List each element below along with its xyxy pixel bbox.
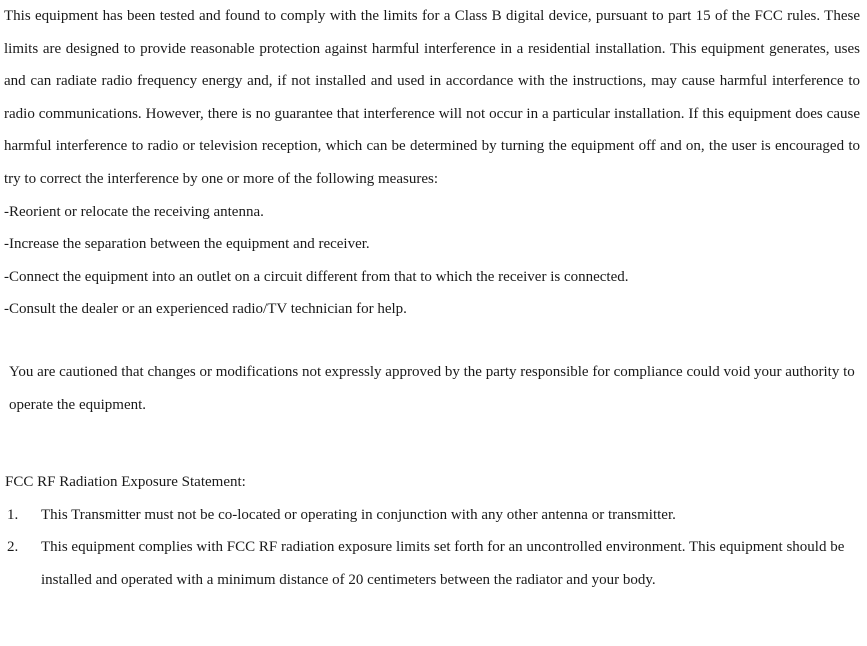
measure-item: -Increase the separation between the equipment and receiver. bbox=[4, 236, 370, 253]
list-item-number: 1. bbox=[7, 506, 19, 523]
compliance-paragraph: This equipment has been tested and found to comply with the limits for a Class B digital device, pursuant to part 15 of the FCC rules. These limits are designed to provide reasonable protection against harmful interference in a residential installation. This equipment generates, uses and can radiate radio frequency energy and, if not installed and used in accordance with the instructions, may cause harmful interference to radio communications. However, there is no guarantee that interference will not occur in a particular installation. If this equipment does cause harmful interference to radio or television reception, which can be determined by turning the equipment off and on, the user is encouraged to try to correct the interference by one or more of the following measures: bbox=[4, 8, 860, 187]
measure-item: -Reorient or relocate the receiving antenna. bbox=[4, 203, 264, 220]
document-body bbox=[4, 0, 860, 597]
measure-item: -Consult the dealer or an experienced radio/TV technician for help. bbox=[4, 301, 407, 318]
list-item-number: 2. bbox=[7, 539, 19, 556]
rf-statement-list bbox=[4, 499, 860, 597]
list-item-text: This equipment complies with FCC RF radiation exposure limits set forth for an uncontrolled environment. This equipment should be installed and operated with a minimum distance of 20 centimeters between the radiator and your body. bbox=[41, 539, 845, 588]
list-item bbox=[4, 499, 860, 532]
caution-paragraph: You are cautioned that changes or modifications not expressly approved by the party responsible for compliance could void your authority to operate the equipment. bbox=[9, 363, 855, 413]
rf-statement-title: FCC RF Radiation Exposure Statement: bbox=[5, 474, 246, 491]
list-item bbox=[4, 531, 860, 596]
measure-item: -Connect the equipment into an outlet on a circuit different from that to which the receiver is connected. bbox=[4, 268, 629, 285]
list-item-text: This Transmitter must not be co-located or operating in conjunction with any other antenna or transmitter. bbox=[41, 506, 676, 523]
